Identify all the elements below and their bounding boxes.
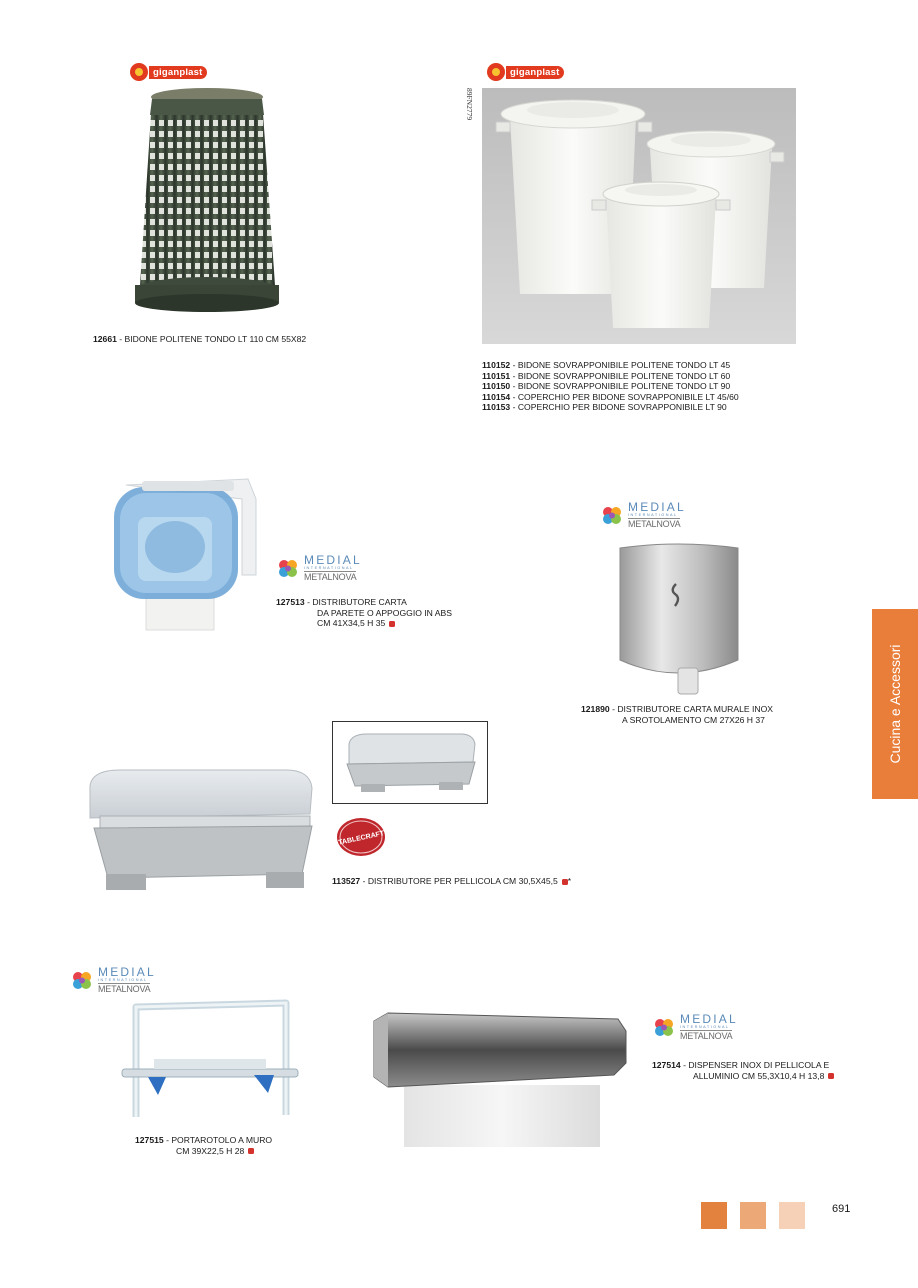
product-code: 110150 bbox=[482, 381, 511, 392]
product-desc: - COPERCHIO PER BIDONE SOVRAPPONIBILE LT 45/60 bbox=[510, 391, 739, 402]
product-desc: - BIDONE SOVRAPPONIBILE POLITENE TONDO LT 45 bbox=[510, 360, 731, 370]
footer-square-medium bbox=[740, 1202, 766, 1229]
product-desc: - BIDONE SOVRAPPONIBILE POLITENE TONDO LT 90 bbox=[510, 381, 731, 392]
footer-square-light bbox=[779, 1202, 805, 1229]
caption-line: DA PARETE O APPOGGIO IN ABS bbox=[317, 607, 452, 618]
caption-line bbox=[482, 381, 739, 392]
product-desc: - DISPENSER INOX DI PELLICOLA E bbox=[680, 1060, 830, 1070]
blue-paper-dispenser-image bbox=[108, 475, 260, 635]
white-bins-image bbox=[482, 88, 796, 344]
product-desc: CM 39X22,5 H 28 bbox=[176, 1145, 245, 1156]
caption-line bbox=[276, 618, 452, 629]
caption-113527 bbox=[332, 876, 571, 887]
caption-line bbox=[482, 392, 739, 403]
product-desc: CM 41X34,5 H 35 bbox=[317, 618, 386, 629]
caption-110-series bbox=[482, 360, 739, 413]
gigaplast-emblem-icon bbox=[487, 63, 505, 81]
medial-subline: INTERNATIONAL bbox=[680, 1025, 730, 1029]
metalnova-wordmark: METALNOVA bbox=[680, 1031, 733, 1041]
gigaplast-wordmark: giganplast bbox=[149, 66, 207, 79]
caption-127515 bbox=[135, 1135, 272, 1156]
caption-line bbox=[581, 704, 773, 715]
caption-line bbox=[652, 1060, 834, 1071]
medial-subline: INTERNATIONAL bbox=[304, 566, 354, 570]
product-code: 113527 bbox=[332, 876, 361, 886]
product-code: 121890 bbox=[581, 704, 610, 714]
section-tab-label: Cucina e Accessori bbox=[887, 644, 903, 764]
availability-dot-icon bbox=[828, 1073, 834, 1079]
steel-paper-dispenser-image bbox=[612, 540, 747, 696]
medial-logo bbox=[276, 553, 366, 583]
product-code: 110151 bbox=[482, 370, 511, 381]
medial-flower-icon bbox=[276, 556, 300, 580]
availability-dot-icon bbox=[248, 1148, 254, 1154]
product-desc: - BIDONE POLITENE TONDO LT 110 CM 55X82 bbox=[116, 334, 307, 344]
medial-wordmark: MEDIAL bbox=[628, 500, 686, 514]
metalnova-wordmark: METALNOVA bbox=[98, 984, 151, 994]
page-number: 691 bbox=[832, 1203, 851, 1215]
caption-line bbox=[482, 402, 739, 413]
film-dispenser-inset bbox=[332, 721, 488, 804]
film-dispenser-image bbox=[80, 766, 320, 896]
metalnova-wordmark: METALNOVA bbox=[304, 572, 357, 582]
gigaplast-logo-2 bbox=[487, 63, 564, 81]
product-desc: ALLUMINIO CM 55,3X10,4 H 13,8 bbox=[693, 1070, 825, 1081]
gigaplast-emblem-icon bbox=[130, 63, 148, 81]
medial-logo-3 bbox=[70, 965, 160, 995]
medial-wordmark: MEDIAL bbox=[680, 1012, 738, 1026]
section-tab bbox=[872, 609, 918, 799]
caption-line bbox=[135, 1146, 272, 1157]
product-desc: - DISTRIBUTORE PER PELLICOLA CM 30,5X45,5 bbox=[360, 876, 558, 886]
medial-wordmark: MEDIAL bbox=[304, 553, 362, 567]
steel-film-dispenser-image bbox=[368, 1005, 630, 1151]
product-code: 110154 bbox=[482, 391, 511, 402]
caption-line: A SROTOLAMENTO CM 27X26 H 37 bbox=[622, 714, 765, 725]
caption-121890 bbox=[581, 704, 773, 725]
product-code: 12661 bbox=[93, 334, 117, 344]
tablecraft-logo bbox=[336, 817, 386, 857]
product-code: 110152 bbox=[482, 360, 511, 370]
medial-wordmark: MEDIAL bbox=[98, 965, 156, 979]
product-code: 127514 bbox=[652, 1060, 681, 1070]
medial-flower-icon bbox=[70, 968, 94, 992]
image-code: 89FN2779 bbox=[465, 88, 474, 121]
caption-12661 bbox=[93, 334, 306, 345]
tablecraft-wordmark: TABLECRAFT bbox=[337, 830, 385, 847]
medial-logo-2 bbox=[600, 500, 690, 530]
product-desc: - DISTRIBUTORE CARTA bbox=[304, 597, 407, 607]
caption-127514 bbox=[652, 1060, 834, 1081]
caption-line bbox=[482, 371, 739, 382]
green-bin-image bbox=[130, 85, 285, 325]
film-dispenser-small-image bbox=[333, 722, 487, 803]
caption-line bbox=[652, 1071, 834, 1082]
availability-dot-icon bbox=[389, 621, 395, 627]
footer-square-dark bbox=[701, 1202, 727, 1229]
gigaplast-wordmark: giganplast bbox=[506, 66, 564, 79]
product-code: 127513 bbox=[276, 597, 305, 607]
caption-line bbox=[482, 360, 739, 371]
product-desc: - BIDONE SOVRAPPONIBILE POLITENE TONDO LT 60 bbox=[510, 370, 731, 381]
product-desc: - COPERCHIO PER BIDONE SOVRAPPONIBILE LT 90 bbox=[510, 402, 727, 413]
wall-roll-holder-image bbox=[118, 997, 303, 1127]
product-desc: - DISTRIBUTORE CARTA MURALE INOX bbox=[609, 704, 773, 714]
caption-line bbox=[135, 1135, 272, 1146]
gigaplast-logo bbox=[130, 63, 207, 81]
product-code: 127515 bbox=[135, 1135, 164, 1145]
product-desc: - PORTAROTOLO A MURO bbox=[163, 1135, 273, 1145]
medial-subline: INTERNATIONAL bbox=[628, 513, 678, 517]
footnote-mark: * bbox=[567, 876, 572, 886]
medial-subline: INTERNATIONAL bbox=[98, 978, 148, 982]
product-code: 110153 bbox=[482, 402, 511, 413]
medial-flower-icon bbox=[600, 503, 624, 527]
caption-127513 bbox=[276, 597, 452, 629]
medial-logo-4 bbox=[652, 1012, 742, 1042]
metalnova-wordmark: METALNOVA bbox=[628, 519, 681, 529]
medial-flower-icon bbox=[652, 1015, 676, 1039]
caption-line bbox=[276, 597, 452, 608]
